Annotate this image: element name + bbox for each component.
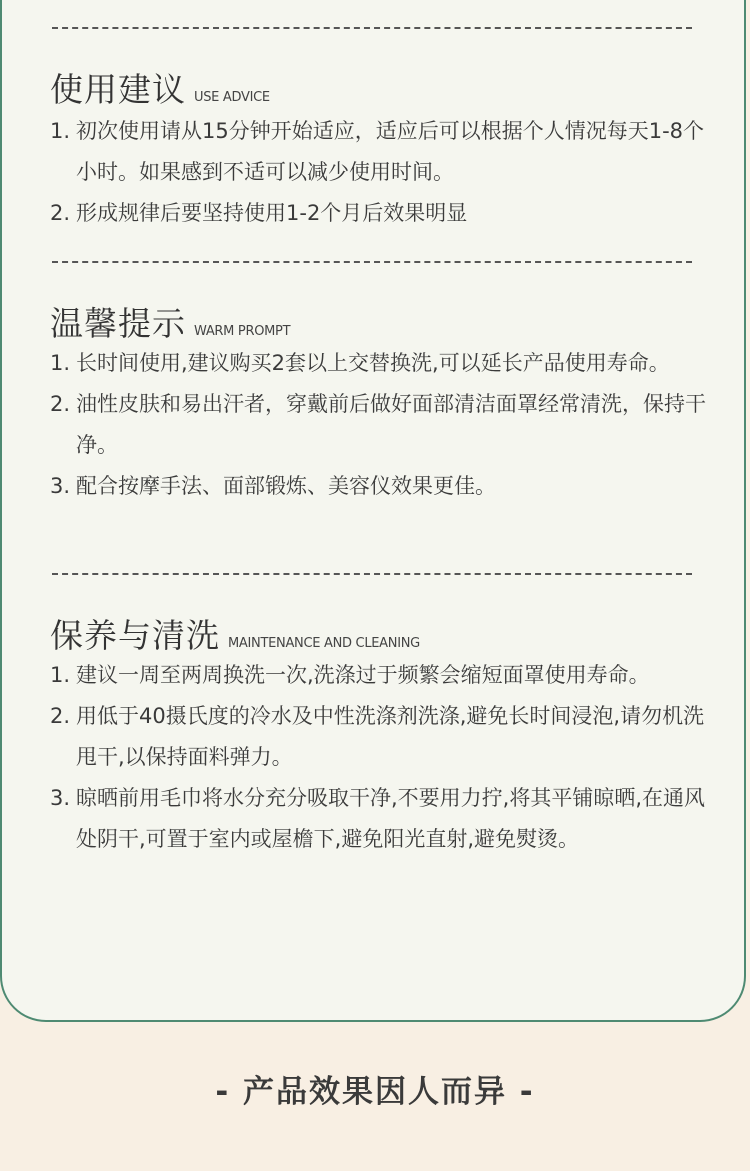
item-number: 3. (50, 474, 71, 498)
dashed-divider (52, 573, 692, 575)
item-text: 晾晒前用毛巾将水分充分吸取干净,不要用力拧,将其平铺晾晒,在通风处阴干,可置于室内或屋檐下,避免阳光直射,避免熨烫。 (76, 786, 706, 851)
item-text: 用低于40摄氏度的冷水及中性洗涤剂洗涤,避免长时间浸泡,请勿机洗甩干,以保持面料弹力。 (76, 704, 705, 769)
list-item (50, 466, 710, 507)
item-number: 1. (50, 351, 71, 375)
use-advice-list (50, 111, 710, 234)
list-item (50, 655, 710, 696)
maintenance-list (50, 655, 710, 860)
section-title-maintenance (50, 610, 420, 657)
item-number: 3. (50, 786, 71, 810)
item-text: 建议一周至两周换洗一次,洗涤过于频繁会缩短面罩使用寿命。 (76, 663, 650, 687)
item-text: 配合按摩手法、面部锻炼、美容仪效果更佳。 (76, 474, 496, 498)
item-number: 1. (50, 119, 71, 143)
item-text: 初次使用请从15分钟开始适应，适应后可以根据个人情况每天1-8个小时。如果感到不适可以减少使用时间。 (76, 119, 705, 184)
list-item (50, 193, 710, 234)
item-text: 油性皮肤和易出汗者，穿戴前后做好面部清洁面罩经常清洗，保持干净。 (76, 392, 706, 457)
list-item (50, 778, 710, 860)
section-title-en: WARM PROMPT (194, 324, 291, 339)
list-item (50, 343, 710, 384)
item-number: 1. (50, 663, 71, 687)
section-title-en: USE ADVICE (194, 90, 270, 105)
section-title-warm-prompt (50, 298, 290, 345)
item-text: 长时间使用,建议购买2套以上交替换洗,可以延长产品使用寿命。 (76, 351, 670, 375)
dashed-divider (52, 261, 692, 263)
warm-prompt-list (50, 343, 710, 507)
list-item (50, 696, 710, 778)
section-title-cn: 保养与清洗 (50, 616, 220, 655)
list-item (50, 111, 710, 193)
footer-note: - 产品效果因人而异 - (215, 1074, 535, 1110)
item-text: 形成规律后要坚持使用1-2个月后效果明显 (76, 201, 468, 225)
dashed-divider (52, 27, 692, 29)
item-number: 2. (50, 704, 71, 728)
item-number: 2. (50, 201, 71, 225)
item-number: 2. (50, 392, 71, 416)
section-title-en: MAINTENANCE AND CLEANING (228, 636, 420, 651)
list-item (50, 384, 710, 466)
section-title-cn: 温馨提示 (50, 304, 186, 343)
section-title-cn: 使用建议 (50, 70, 186, 109)
section-title-use-advice (50, 64, 270, 111)
